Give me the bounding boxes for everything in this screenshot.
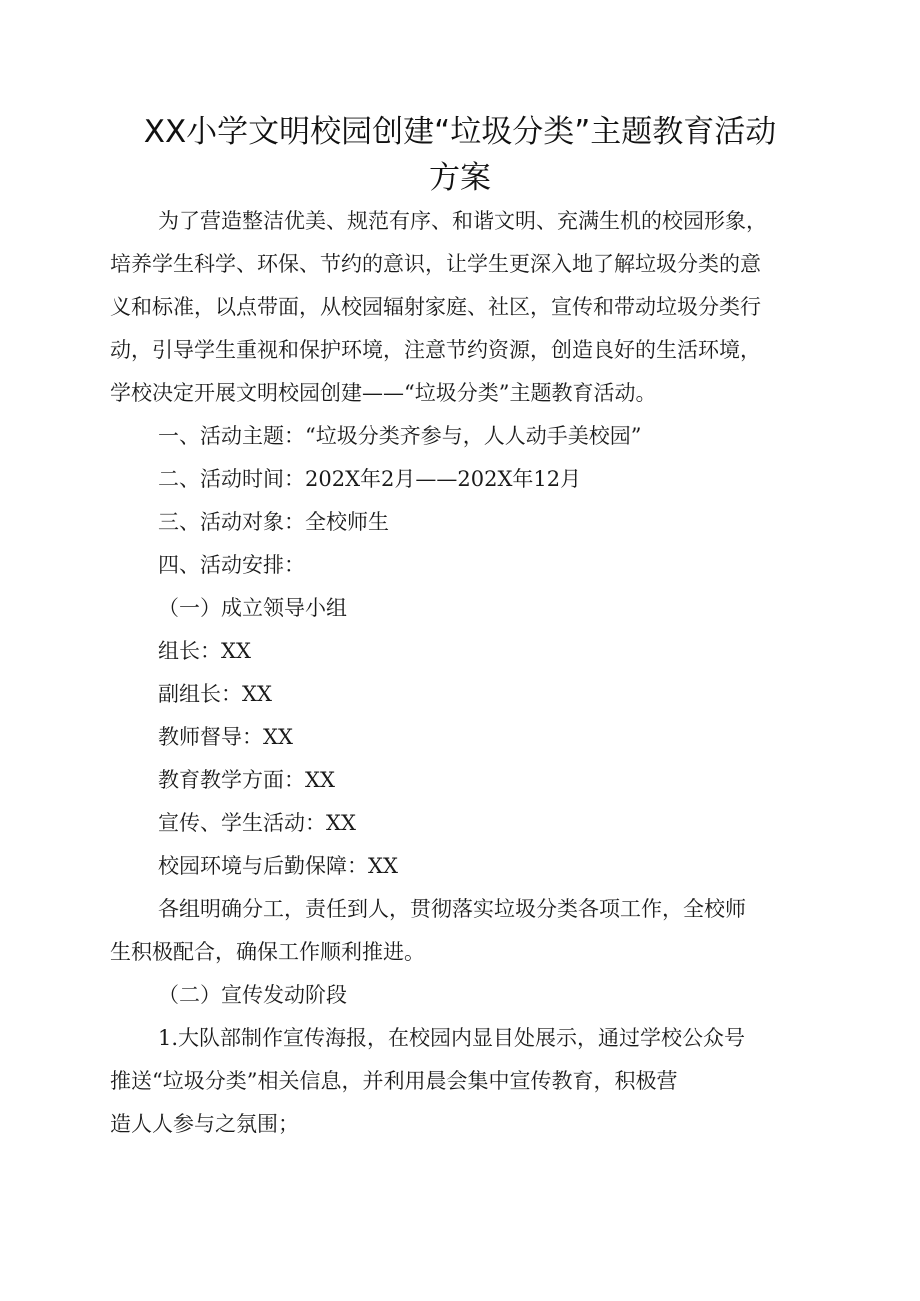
intro-paragraph-line: 动，引导学生重视和保护环境，注意节约资源，创造良好的生活环境， [110, 338, 761, 362]
section-arrangement: 四、活动安排： [158, 553, 305, 577]
group-member-deputy-leader: 副组长：XX [158, 682, 272, 706]
publicity-item-line: 推送“垃圾分类”相关信息，并利用晨会集中宣传教育，积极营 [110, 1069, 678, 1093]
section-time: 二、活动时间：202X年2月——202X年12月 [158, 467, 582, 491]
group-member-teaching: 教育教学方面：XX [158, 768, 335, 792]
intro-paragraph-line: 为了营造整洁优美、规范有序、和谐文明、充满生机的校园形象， [158, 209, 767, 233]
document-title-line-1: XX小学文明校园创建“垃圾分类”主题教育活动 [143, 114, 777, 150]
section-theme: 一、活动主题：“垃圾分类齐参与，人人动手美校园” [158, 424, 642, 448]
intro-paragraph-line: 义和标准，以点带面，从校园辐射家庭、社区，宣传和带动垃圾分类行 [110, 295, 761, 319]
section-target: 三、活动对象：全校师生 [158, 510, 389, 534]
group-summary-line: 各组明确分工，责任到人，贯彻落实垃圾分类各项工作，全校师 [158, 897, 746, 921]
intro-paragraph-line: 学校决定开展文明校园创建——“垃圾分类”主题教育活动。 [110, 381, 657, 405]
subsection-publicity-stage: （二）宣传发动阶段 [158, 983, 347, 1007]
subsection-leadership-group: （一）成立领导小组 [158, 596, 347, 620]
group-member-teacher-supervisor: 教师督导：XX [158, 725, 293, 749]
publicity-item-line: 1.大队部制作宣传海报，在校园内显目处展示，通过学校公众号 [158, 1026, 746, 1050]
group-summary-line: 生积极配合，确保工作顺利推进。 [110, 940, 425, 964]
intro-paragraph-line: 培养学生科学、环保、节约的意识，让学生更深入地了解垃圾分类的意 [110, 252, 761, 276]
group-member-logistics: 校园环境与后勤保障：XX [158, 854, 398, 878]
publicity-item-line: 造人人参与之氛围； [110, 1112, 299, 1136]
document-title-line-2: 方案 [429, 160, 491, 196]
group-member-publicity: 宣传、学生活动：XX [158, 811, 356, 835]
group-member-leader: 组长：XX [158, 639, 251, 663]
